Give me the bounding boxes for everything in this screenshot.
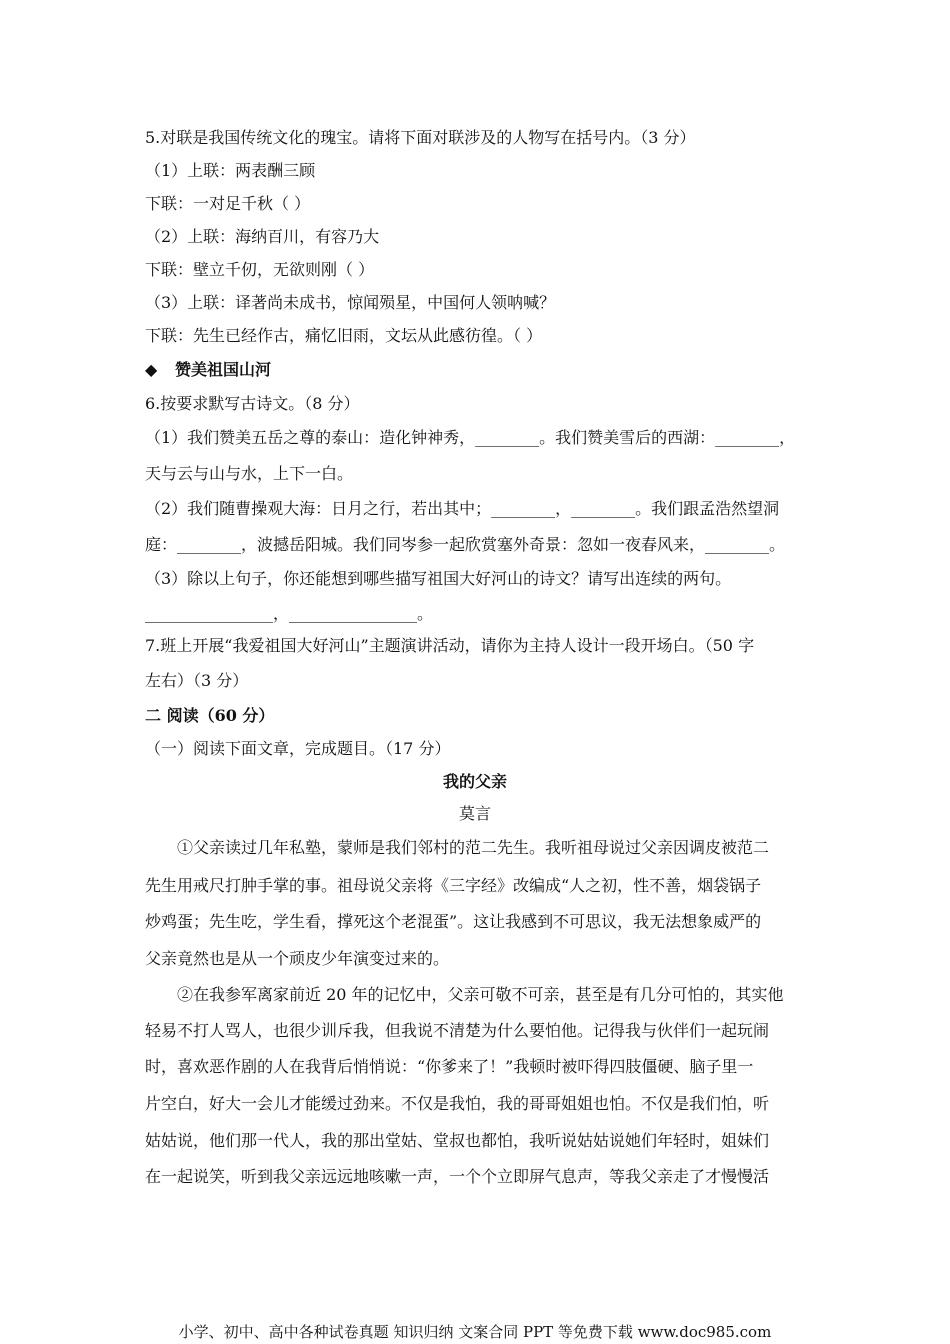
q5-part3-upper: （3）上联：译著尚未成书，惊闻殒星，中国何人领呐喊？ — [145, 293, 556, 312]
q5-part2-lower: 下联：壁立千仞，无欲则刚（ ） — [145, 260, 375, 279]
diamond-bullet-icon: ◆ — [145, 360, 158, 379]
article-para2-line4: 片空白，好大一会儿才能缓过劲来。不仅是我怕，我的哥哥姐姐也怕。不仅是我们怕，听 — [145, 1094, 770, 1113]
q5-part1-lower: 下联：一对足千秋（ ） — [145, 194, 311, 213]
article-para1-line1: ①父亲读过几年私塾，蒙师是我们邻村的范二先生。我听祖母说过父亲因调皮被范二 — [177, 838, 770, 857]
article-para2-line6: 在一起说笑，听到我父亲远远地咳嗽一声，一个个立即屏气息声，等我父亲走了才慢慢活 — [145, 1167, 770, 1186]
q6-part1-line2: 天与云与山与水，上下一白。 — [145, 464, 354, 483]
article-para1-line2: 先生用戒尺打肿手掌的事。祖母说父亲将《三字经》改编成“人之初，性不善，烟袋锅子 — [145, 876, 762, 895]
q5-stem: 5.对联是我国传统文化的瑰宝。请将下面对联涉及的人物写在括号内。（3 分） — [145, 128, 696, 147]
q6-stem: 6.按要求默写古诗文。（8 分） — [145, 394, 360, 413]
q5-part3-lower: 下联：先生已经作古，痛忆旧雨，文坛从此感彷徨。（ ） — [145, 326, 543, 345]
q6-part2-line1: （2）我们随曹操观大海：日月之行，若出其中；________，________。我们跟孟浩然望洞 — [145, 499, 780, 518]
q7-line1: 7.班上开展“我爱祖国大好河山”主题演讲活动，请你为主持人设计一段开场白。（50 字 — [145, 636, 755, 655]
article-author: 莫言 — [458, 804, 491, 823]
article-para2-line5: 姑姑说，他们那一代人，我的那出堂姑、堂叔也都怕，我听说姑姑说她们年轻时，姐妹们 — [145, 1131, 770, 1150]
section-praise-title: 赞美祖国山河 — [175, 360, 272, 379]
q7-line2: 左右）（3 分） — [145, 671, 249, 690]
article-para2-line1: ②在我参军离家前近 20 年的记忆中，父亲可敬不可亲，甚至是有几分可怕的，其实他 — [177, 985, 784, 1004]
q6-part3-line2: ________________，________________。 — [145, 604, 434, 623]
q6-part1-line1: （1）我们赞美五岳之尊的泰山：造化钟神秀，________。我们赞美雪后的西湖：________， — [145, 428, 796, 447]
section-praise-heading — [145, 360, 271, 380]
article-para2-line3: 时，喜欢恶作剧的人在我背后悄悄说：“你爹来了！”我顿时被吓得四肢僵硬、脑子里一 — [145, 1057, 754, 1076]
q5-part1-upper: （1）上联：两表酬三顾 — [145, 161, 316, 180]
footer-download-note: 小学、初中、高中各种试卷真题 知识归纳 文案合同 PPT 等免费下载 www.doc985.com — [178, 1323, 772, 1341]
article-para1-line4: 父亲竟然也是从一个顽皮少年演变过来的。 — [145, 949, 450, 968]
q5-part2-upper: （2）上联：海纳百川，有容乃大 — [145, 227, 380, 246]
article-para2-line2: 轻易不打人骂人，也很少训斥我，但我说不清楚为什么要怕他。记得我与伙伴们一起玩闹 — [145, 1021, 770, 1040]
q6-part2-line2: 庭：________，波撼岳阳城。我们同岑参一起欣赏塞外奇景：忽如一夜春风来，________。 — [145, 535, 786, 554]
article-title: 我的父亲 — [442, 772, 507, 791]
q6-part3-line1: （3）除以上句子，你还能想到哪些描写祖国大好河山的诗文？请写出连续的两句。 — [145, 569, 732, 588]
part2-heading: 二 阅读（60 分） — [145, 706, 275, 725]
article-para1-line3: 炒鸡蛋；先生吃，学生看，撑死这个老混蛋”。这让我感到不可思议，我无法想象威严的 — [145, 912, 762, 931]
part2-subheading: （一）阅读下面文章，完成题目。（17 分） — [145, 739, 451, 758]
